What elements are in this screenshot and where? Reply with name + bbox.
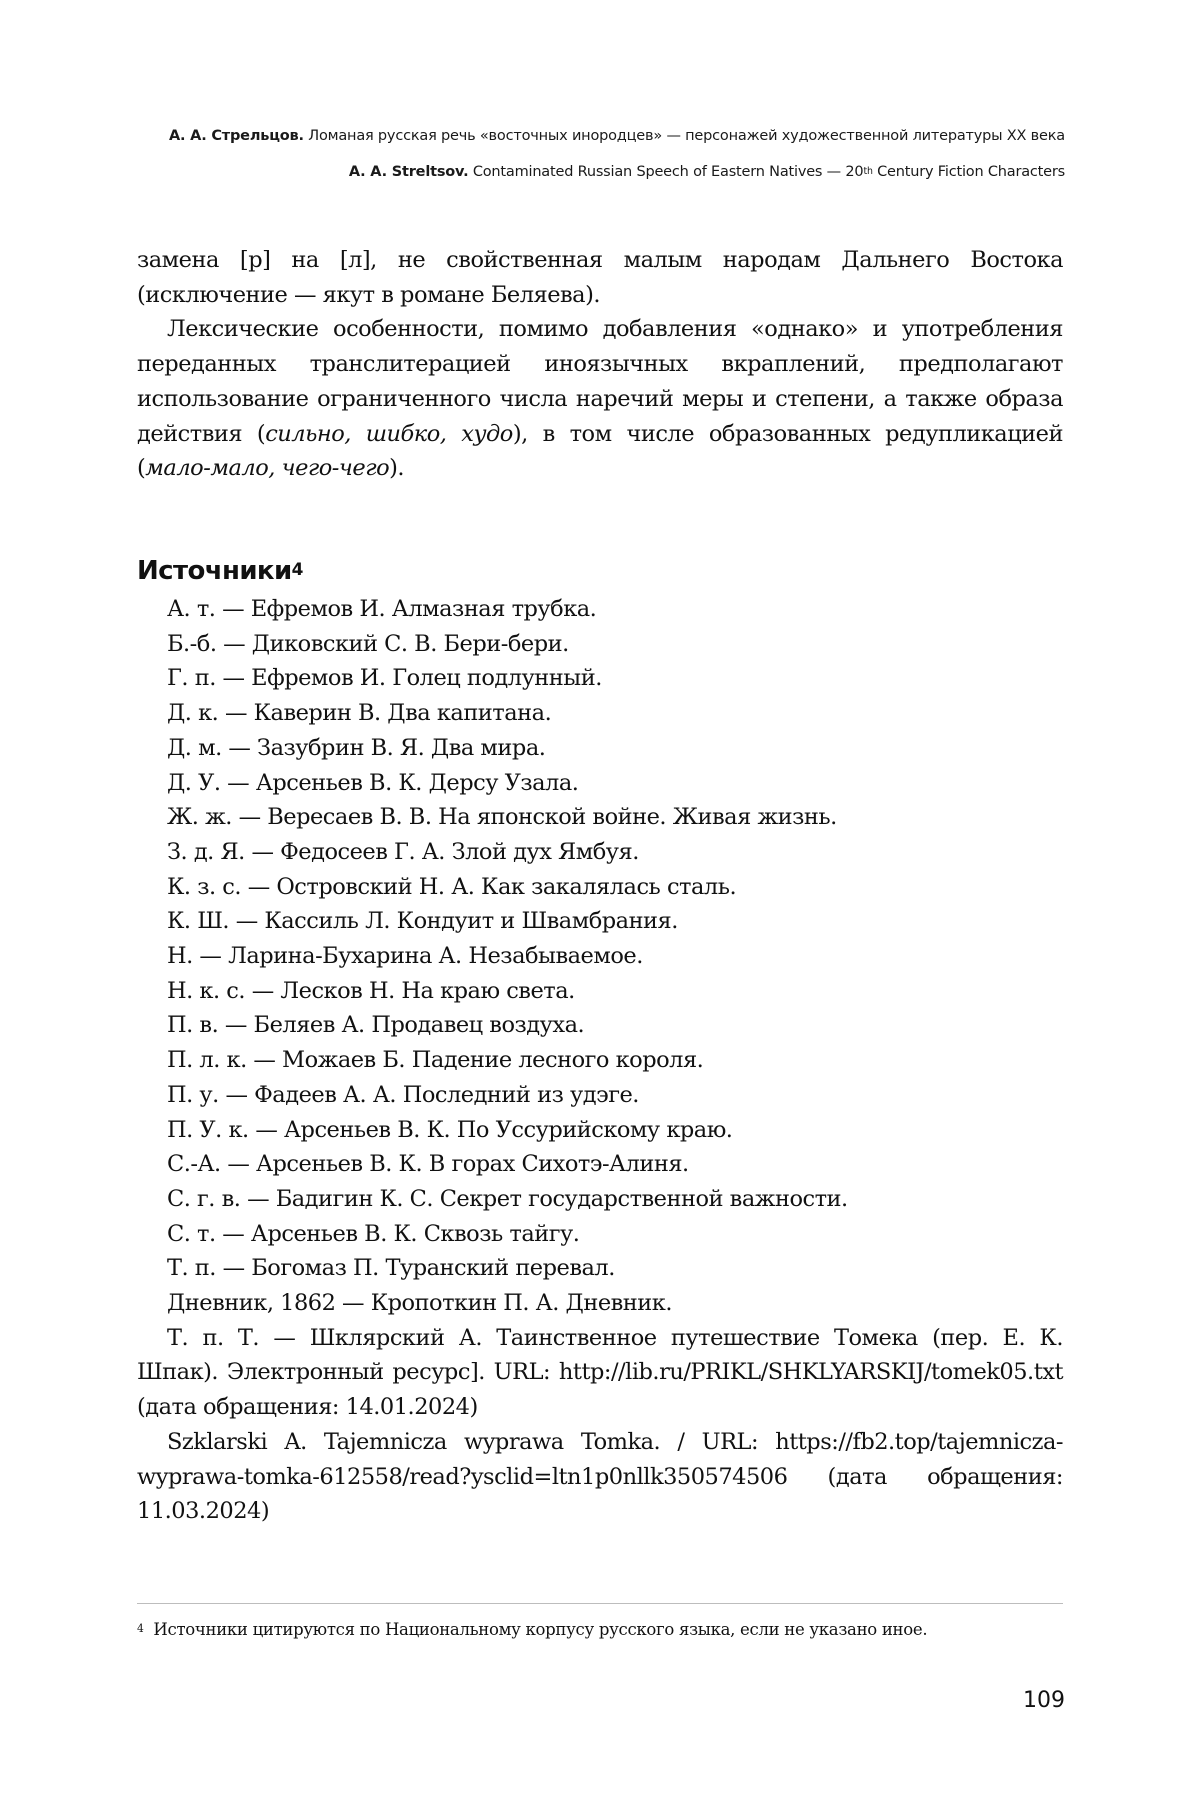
footnote-mark: 4	[137, 1622, 144, 1636]
source-item: П. л. к. — Можаев Б. Падение лесного короля.	[167, 1047, 704, 1074]
source-item: Н. — Ларина-Бухарина А. Незабываемое.	[167, 943, 643, 970]
header-title-ru: Ломаная русская речь «восточных инородцев» — персонажей художественной литературы XX века	[308, 128, 1065, 144]
source-item: К. з. с. — Островский Н. А. Как закалялась сталь.	[167, 873, 737, 900]
header-title-en: Contaminated Russian Speech of Eastern Natives — 20th Century Fiction Characters	[472, 164, 1065, 180]
footnote	[137, 1620, 1063, 1639]
footnote-text: Источники цитируются по Национальному корпусу русского языка, если не указано иное.	[153, 1620, 928, 1639]
source-item: П. У. к. — Арсеньев В. К. По Уссурийскому краю.	[167, 1116, 733, 1143]
italic-examples-1: сильно, шибко, худо	[265, 420, 513, 447]
source-item: П. в. — Беляев А. Продавец воздуха.	[167, 1012, 585, 1039]
source-item: С. т. — Арсеньев В. К. Сквозь тайгу.	[167, 1220, 580, 1247]
source-item: С.-А. — Арсеньев В. К. В горах Сихотэ-Алиня.	[167, 1151, 689, 1178]
sources-list	[137, 592, 1063, 1529]
paragraph-1: замена [р] на [л], не свойственная малым народам Дальнего Востока (исключение — якут в романе Беляева).	[137, 247, 1063, 308]
header-author-en: A. A. Streltsov.	[348, 164, 469, 180]
source-item: Дневник, 1862 — Кропоткин П. А. Дневник.	[167, 1290, 673, 1317]
source-item: Г. п. — Ефремов И. Голец подлунный.	[167, 665, 602, 692]
source-item: Д. м. — Зазубрин В. Я. Два мира.	[167, 734, 546, 761]
body-text	[137, 243, 1063, 486]
source-item: З. д. Я. — Федосеев Г. А. Злой дух Ямбуя.	[167, 838, 639, 865]
source-item: К. Ш. — Кассиль Л. Кондуит и Швамбрания.	[167, 908, 678, 935]
footnote-ref: 4	[291, 558, 303, 579]
source-item: А. т. — Ефремов И. Алмазная трубка.	[167, 596, 597, 622]
source-item: Д. У. — Арсеньев В. К. Дерсу Узала.	[167, 769, 579, 796]
source-item: Н. к. с. — Лесков Н. На краю света.	[167, 977, 575, 1004]
italic-examples-2: мало-мало, чего-чего	[145, 455, 390, 482]
footnote-divider	[137, 1603, 1063, 1604]
source-item: П. у. — Фадеев А. А. Последний из удэге.	[167, 1081, 639, 1108]
source-item: Т. п. — Богомаз П. Туранский перевал.	[167, 1255, 615, 1282]
ordinal-suffix: th	[863, 165, 873, 177]
source-item: Ж. ж. — Вересаев В. В. На японской войне. Живая жизнь.	[167, 804, 837, 831]
source-item: Б.-б. — Диковский С. В. Бери-бери.	[167, 630, 569, 657]
running-header-en	[349, 164, 1065, 180]
paragraph-2: Лексические особенности, помимо добавления «однако» и употребления переданных транслитерацией иноязычных вкраплений, предполагают использование ограниченного числа наречий меры и степени, а также образа действия (сильно, шибко, худо), в том числе образованных редупликацией (мало-мало, чего-чего).	[137, 316, 1063, 482]
source-item: Д. к. — Каверин В. Два капитана.	[167, 700, 552, 727]
running-header-ru	[169, 128, 1065, 144]
header-author-ru: А. А. Стрельцов.	[169, 128, 304, 144]
source-item-url: Szklarski A. Tajemnicza wyprawa Tomka. / URL: https://fb2.top/tajemnicza-wyprawa-tomka-612558/read?ysclid=ltn1p0nllk350574506 (дата обращения: 11.03.2024)	[137, 1428, 1063, 1525]
page-number: 109	[1023, 1688, 1065, 1713]
source-item-url: Т. п. Т. — Шклярский А. Таинственное путешествие Томека (пер. Е. К. Шпак). Электронный ресурс]. URL: http://lib.ru/PRIKL/SHKLYARSKIJ/tomek05.txt (дата обращения: 14.01.2024)	[137, 1324, 1063, 1421]
source-item: С. г. в. — Бадигин К. С. Секрет государственной важности.	[167, 1185, 848, 1212]
sources-heading: Источники$^4$	[137, 556, 303, 586]
